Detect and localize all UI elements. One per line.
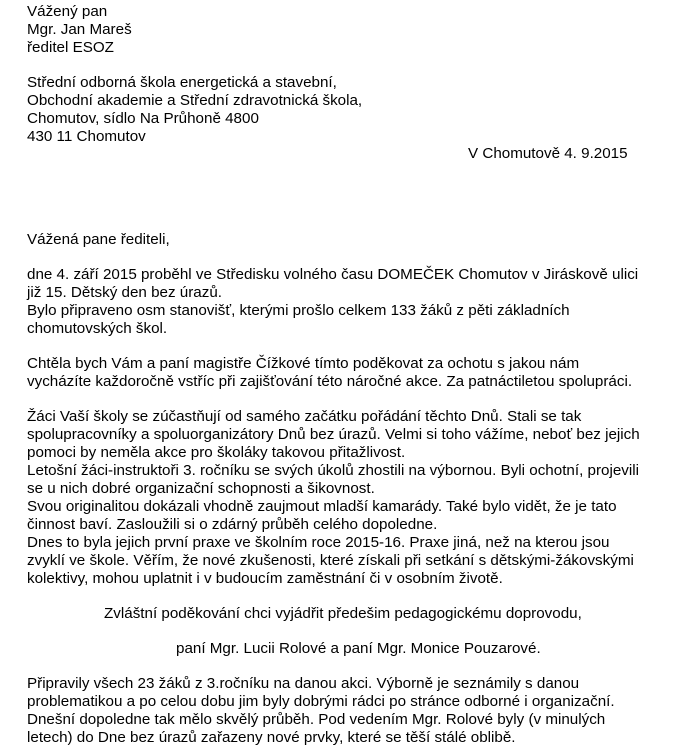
school-address-line4: 430 11 Chomutov — [27, 128, 146, 145]
para1-line: již 15. Dětský den bez úrazů. — [27, 284, 223, 301]
para3-line: Žáci Vaší školy se zúčastňují od samého začátku pořádání těchto Dnů. Stali se tak — [27, 408, 582, 425]
para3-line: kolektivy, mohou uplatnit i v budoucím zaměstnání či v osobním životě. — [27, 570, 503, 587]
place-date: V Chomutově 4. 9.2015 — [468, 145, 628, 162]
para1-line: chomutovských škol. — [27, 320, 168, 337]
para4-line: letech) do Dne bez úrazů zařazeny nové prvky, které se těší stálé oblibě. — [27, 729, 516, 746]
para4-line: Připravily všech 23 žáků z 3.ročníku na danou akci. Výborně je seznámily s danou — [27, 675, 580, 692]
para1-line: Bylo připraveno osm stanovišť, kterými prošlo celkem 133 žáků z pěti základních — [27, 302, 570, 319]
para1-line: dne 4. září 2015 proběhl ve Středisku volného času DOMEČEK Chomutov v Jiráskově ulici — [27, 266, 639, 283]
school-address-line1: Střední odborná škola energetická a stavební, — [27, 74, 337, 91]
para3-line: Letošní žáci-instruktoři 3. ročníku se svých úkolů zhostili na výbornou. Byli ochotní, projevili — [27, 462, 640, 479]
para3-line: spolupracovníky a spoluorganizátory Dnů bez úrazů. Velmi si toho vážíme, neboť bez jejich — [27, 426, 640, 443]
para3-line: zvyklí ve škole. Věřím, že nové zkušenosti, které získali při setkání s dětskými-žákovskými — [27, 552, 634, 569]
para2-line: Chtěla bych Vám a paní magistře Čížkové tímto poděkovat za ochotu s jakou nám — [27, 355, 580, 372]
greeting: Vážená pane řediteli, — [27, 231, 170, 248]
school-address-line3: Chomutov, sídlo Na Průhoně 4800 — [27, 110, 259, 127]
para3-line: pomoci by neměla akce pro školáky takovou přitažlivost. — [27, 444, 406, 461]
para4-line: Dnešní dopoledne tak mělo skvělý průběh. Pod vedením Mgr. Rolové byly (v minulých — [27, 711, 606, 728]
thanks-names: paní Mgr. Lucii Rolové a paní Mgr. Monice Pouzarové. — [176, 640, 541, 657]
para3-line: činnost baví. Zasloužili si o zdárný průběh celého dopoledne. — [27, 516, 438, 533]
school-address-line2: Obchodní akademie a Střední zdravotnická škola, — [27, 92, 363, 109]
para3-line: Svou originalitou dokázali vhodně zaujmout mladší kamarády. Také bylo vidět, že je tato — [27, 498, 617, 515]
para2-line: vycházíte každoročně vstříc při zajišťování této náročné akce. Za patnáctiletou spolupráci. — [27, 373, 633, 390]
para3-line: Dnes to byla jejich první praxe ve školním roce 2015-16. Praxe jiná, než na kterou jsou — [27, 534, 610, 551]
para3-line: se u nich dobré organizační schopnosti a šikovnost. — [27, 480, 375, 497]
recipient-salutation: Vážený pan — [27, 3, 108, 20]
thanks-line: Zvláštní poděkování chci vyjádřit předešim pedagogickému doprovodu, — [104, 605, 582, 622]
recipient-name: Mgr. Jan Mareš — [27, 21, 132, 38]
recipient-title: ředitel ESOZ — [27, 39, 114, 56]
para4-line: problematikou a po celou dobu jim byly dobrými rádci po stránce odborné i organizační. — [27, 693, 615, 710]
